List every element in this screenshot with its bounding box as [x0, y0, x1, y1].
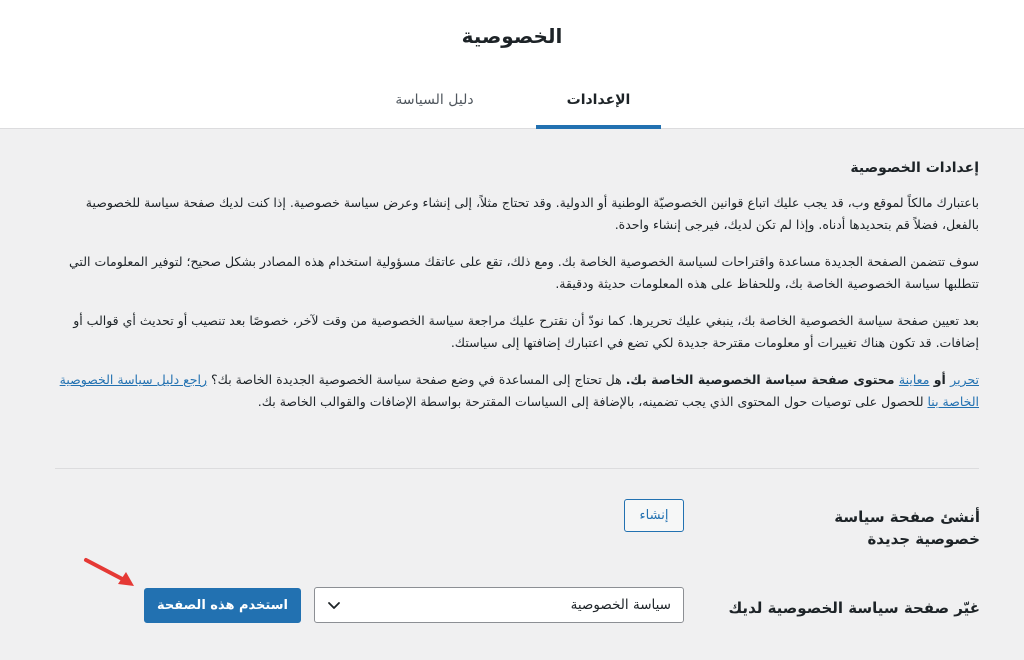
page-header: [0, 0, 1024, 129]
intro-paragraph: باعتبارك مالكاً لموقع وب، قد يجب عليك اتباع قوانين الخصوصيّة الوطنية أو الدولية. وقد تحتاج مثلاً، إلى إنشاء وعرض سياسة خصوصية. إذا كنت لديك صفحة سياسة للخصوصية بالفعل، فضلاً قم بتحديدها أدناه. وإذا لم تكن لديك، فيرجى إنشاء واحدة.: [85, 195, 979, 232]
preview-link[interactable]: معاينة: [898, 372, 930, 387]
create-page-label: أنشئ صفحة سياسة خصوصية جديدة: [834, 508, 980, 548]
privacy-settings-content: [55, 150, 979, 428]
help-question: هل تحتاج إلى المساعدة في وضع صفحة سياسة الخصوصية الجديدة الخاصة بك؟: [207, 372, 626, 387]
page-title: الخصوصية: [461, 24, 563, 48]
review-paragraph: بعد تعيين صفحة سياسة الخصوصية الخاصة بك، ينبغي عليك تحريرها. كما نودّ أن نقترح عليك مراجعة سياسة الخصوصية من وقت لآخر، خصوصًا بعد تنصيب أو تحديث أي قوالب أو إضافات. قد تكون هناك تغييرات أو معلومات مقترحة جديدة لكي تضع في اعتبارك إضافتها إلى سياستك.: [73, 313, 979, 350]
privacy-page-select[interactable]: [314, 587, 684, 623]
annotation-arrow-icon: [82, 556, 138, 590]
help-paragraph: سوف تتضمن الصفحة الجديدة مساعدة واقتراحات لسياسة الخصوصية الخاصة بك. ومع ذلك، تقع على عاتقك مسؤولية استخدام هذه المصادر بشكل صحيح؛ لتوفير المعلومات التي تتطلبها سياسة الخصوصية الخاصة بك، وللحفاظ على هذه المعلومات حديثة ودقيقة.: [69, 254, 979, 291]
select-value: سياسة الخصوصية: [570, 597, 671, 613]
chevron-down-icon: [327, 598, 341, 612]
use-this-page-button[interactable]: استخدم هذه الصفحة: [144, 588, 301, 623]
or-text: أو: [929, 372, 951, 387]
edit-preview-paragraph: [55, 369, 979, 413]
guide-rest-text: للحصول على توصيات حول المحتوى الذي يجب تضمينه، بالإضافة إلى السياسات المقترحة بواسطة الإضافات والقوالب الخاصة بك.: [257, 394, 928, 409]
divider: [55, 468, 979, 469]
section-heading: إعدادات الخصوصية: [850, 160, 979, 176]
tab-bar: [0, 76, 1024, 129]
content-strong-text: محتوى صفحة سياسة الخصوصية الخاصة بك.: [625, 372, 899, 387]
guide-link[interactable]: راجع دليل سياسة الخصوصية الخاصة بنا: [59, 372, 979, 409]
create-button[interactable]: إنشاء: [624, 499, 684, 532]
tab-policy-guide[interactable]: دليل السياسة: [395, 92, 474, 108]
tab-settings[interactable]: الإعدادات: [536, 76, 661, 129]
change-page-label: غيّر صفحة سياسة الخصوصية لديك: [728, 599, 980, 617]
edit-link[interactable]: تحرير: [950, 372, 979, 387]
